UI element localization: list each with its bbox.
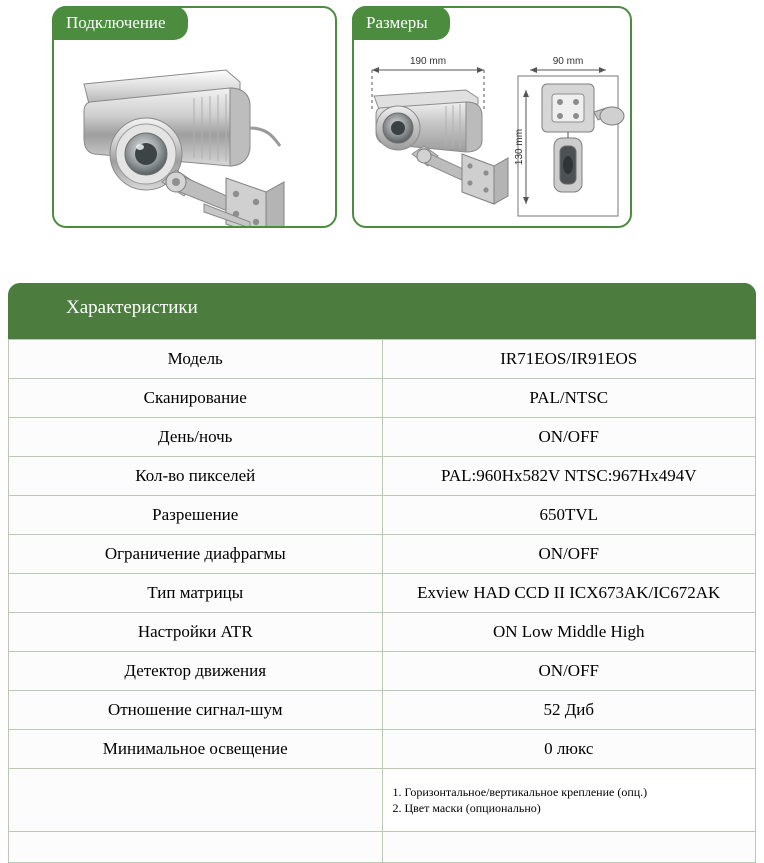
spec-value: Exview HAD CCD II ICX673AK/IC672AK [382,574,756,613]
trailing-empty-value [382,832,756,863]
spec-value: PAL/NTSC [382,379,756,418]
connection-panel-title: Подключение [52,6,188,40]
table-row [9,691,756,730]
spec-value: 52 Диб [382,691,756,730]
spec-label: Модель [9,340,383,379]
table-row [9,340,756,379]
connection-panel-body [54,42,335,226]
dim-width-label: 190 mm [409,56,447,67]
notes-empty-cell [9,769,383,832]
spec-label: Ограничение диафрагмы [9,535,383,574]
table-row [9,613,756,652]
spec-value: ON/OFF [382,535,756,574]
dim-depth-label: 90 mm [552,56,584,67]
connection-panel [52,6,337,228]
table-row [9,535,756,574]
spec-label: Отношение сигнал-шум [9,691,383,730]
trailing-empty-label [9,832,383,863]
table-row [9,379,756,418]
spec-header-notch [540,283,756,339]
spec-label: Настройки ATR [9,613,383,652]
spec-label: Кол-во пикселей [9,457,383,496]
spec-header-title: Характеристики [66,297,198,318]
table-notes-row [9,769,756,832]
spec-label: Детектор движения [9,652,383,691]
spec-value: PAL:960Hx582V NTSC:967Hx494V [382,457,756,496]
table-row [9,457,756,496]
spec-label: Тип матрицы [9,574,383,613]
spec-value: ON/OFF [382,652,756,691]
camera-illustration [54,42,335,226]
specifications-table [8,283,756,863]
table-row [9,652,756,691]
spec-label: Сканирование [9,379,383,418]
table-row [9,496,756,535]
dimensions-panel-body [354,42,630,226]
table-row [9,730,756,769]
spec-notes [382,769,756,832]
spec-label: Минимальное освещение [9,730,383,769]
table-row [9,418,756,457]
dimensions-panel [352,6,632,228]
spec-value: ON/OFF [382,418,756,457]
table-row [9,574,756,613]
table-trailing-row [9,832,756,863]
spec-value: 0 люкс [382,730,756,769]
spec-label: Разрешение [9,496,383,535]
spec-label: День/ночь [9,418,383,457]
spec-value: ON Low Middle High [382,613,756,652]
dimensions-drawing [354,42,630,226]
spec-value: IR71EOS/IR91EOS [382,340,756,379]
dimensions-panel-title: Размеры [352,6,450,40]
dim-height-label: 130 mm [514,128,525,166]
spec-note-2: 2. Цвет маски (опционально) [392,801,541,815]
spec-note-1: 1. Горизонтальное/вертикальное крепление (опц.) [392,784,648,799]
spec-value: 650TVL [382,496,756,535]
